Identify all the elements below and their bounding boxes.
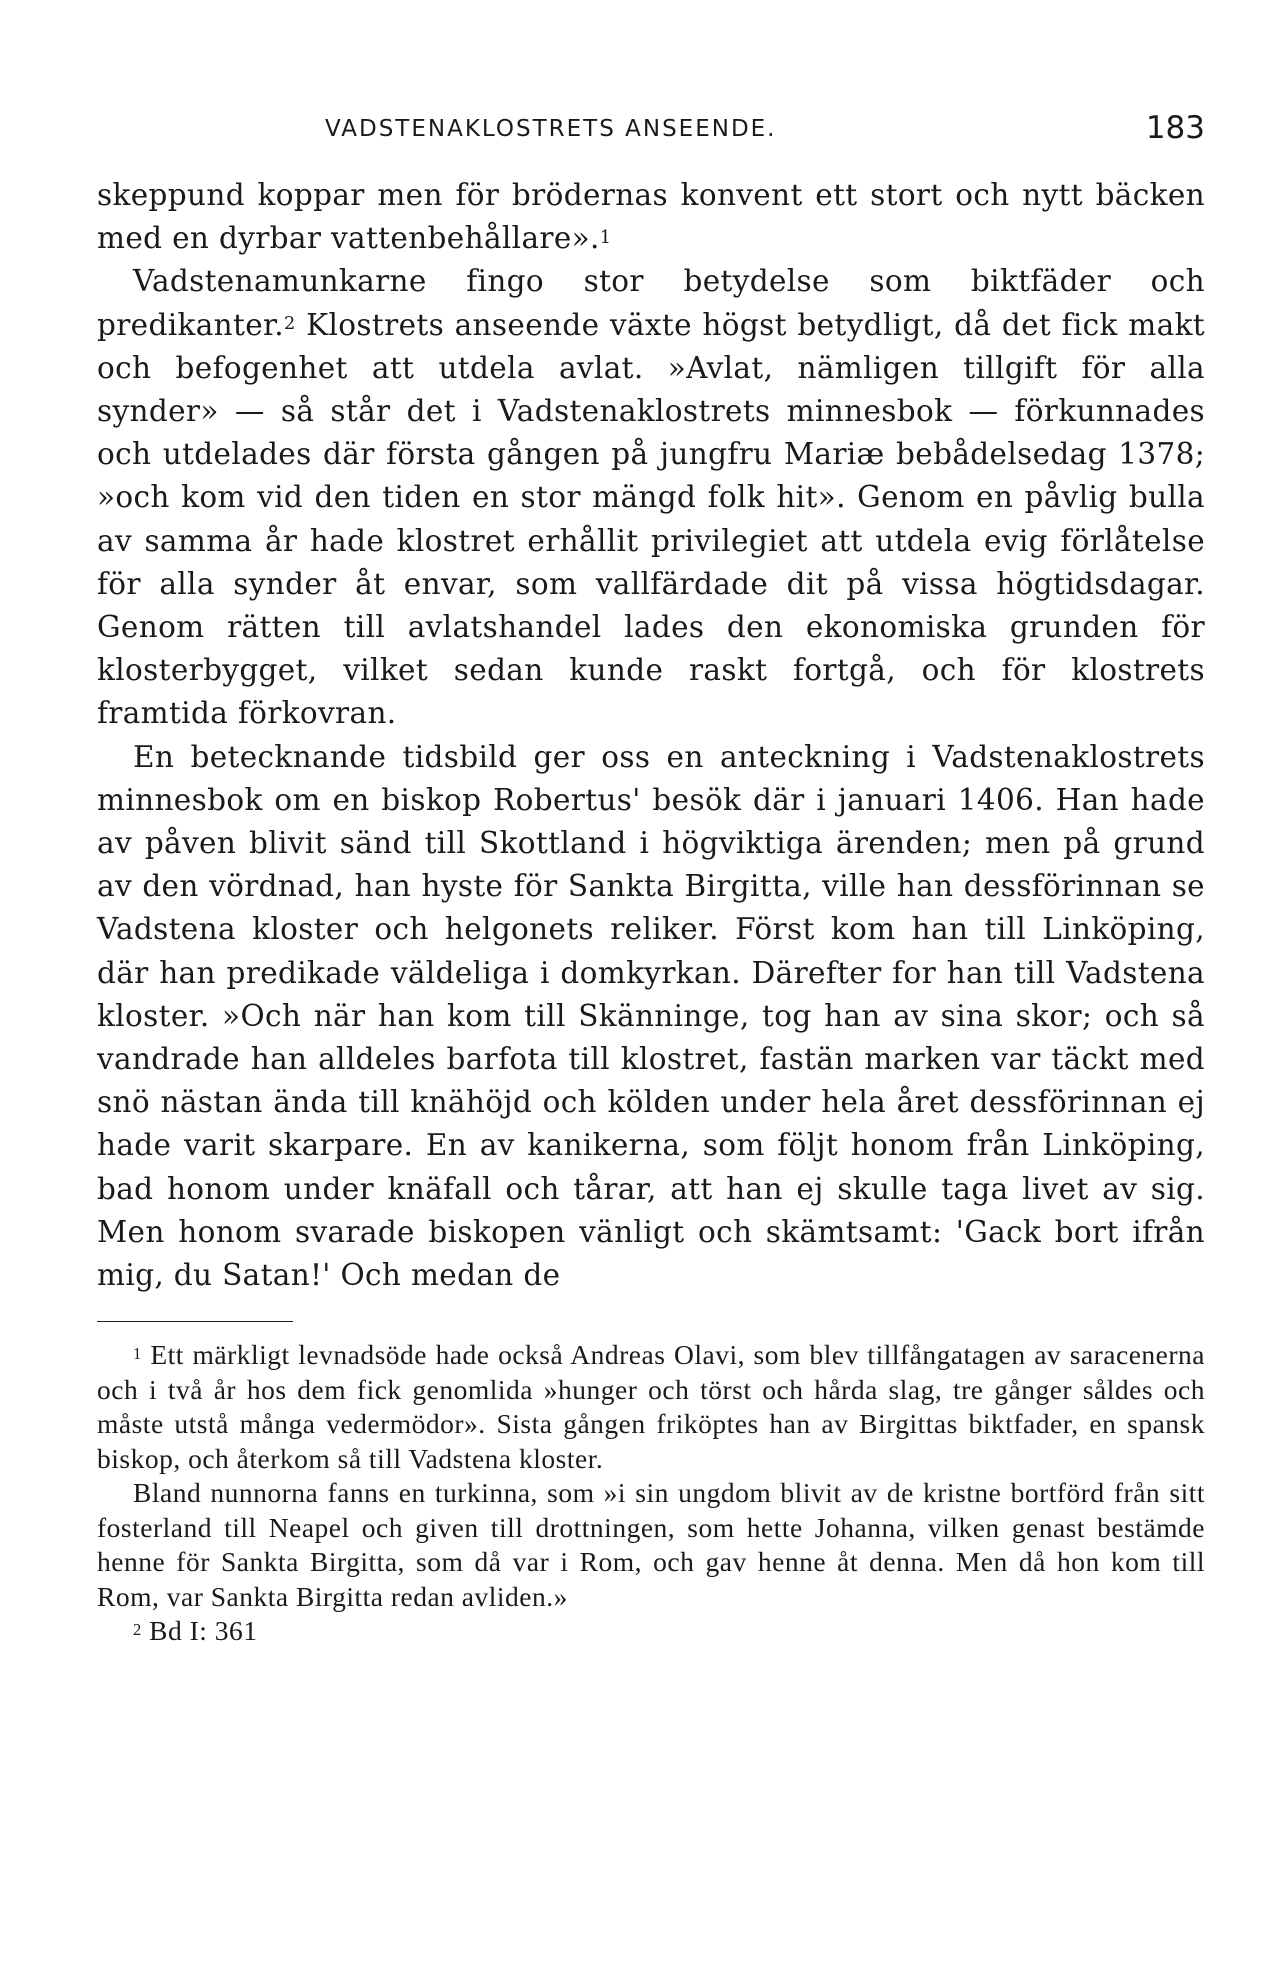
footnotes xyxy=(97,1338,1205,1649)
footnote-ref-1: 1 xyxy=(599,227,612,248)
page-header xyxy=(97,110,1205,156)
running-title: VADSTENAKLOSTRETS ANSEENDE. xyxy=(325,116,777,142)
footnote-2-text: Bd I: 361 xyxy=(141,1615,258,1647)
footnote-2 xyxy=(97,1614,1205,1649)
page-number: 183 xyxy=(1145,110,1205,146)
paragraph-1-text: skeppund koppar men för brödernas konvent ett stort och nytt bäcken med en dyrbar vattenbehållare». xyxy=(97,178,1205,256)
main-text xyxy=(97,174,1205,1297)
paragraph-2-text-b: Klostrets anseende växte högst betydligt, då det fick makt och befogenhet att utdela avlat. »Avlat, nämligen tillgift för alla synder» — så står det i Vadstenaklostrets minnesbok — förkunnades och utdelades där första gången på jungfru Mariæ bebådelsedag 1378; »och kom vid den tiden en stor mängd folk hit». Genom en påvlig bulla av samma år hade klostret erhållit privilegiet att utdela evig förlåtelse för alla synder åt envar, som vallfärdade dit på vissa högtidsdagar. Genom rätten till avlatshandel lades den ekonomiska grunden för klosterbygget, vilket sedan kunde raskt fortgå, och för klostrets framtida förkovran. xyxy=(97,307,1205,731)
paragraph-2-text-a: Vadstenamunkarne fingo stor betydelse som biktfäder och predikanter. xyxy=(97,264,1205,342)
footnote-2-mark: 2 xyxy=(133,1620,142,1640)
footnote-1 xyxy=(97,1338,1205,1476)
paragraph-2 xyxy=(97,260,1205,735)
paragraph-1 xyxy=(97,174,1205,260)
footnote-ref-2: 2 xyxy=(283,314,296,335)
paragraph-3: En betecknande tidsbild ger oss en anteckning i Vadstenaklostrets minnesbok om en biskop Robertus' besök där i januari 1406. Han hade av påven blivit sänd till Skottland i högviktiga ärenden; men på grund av den vördnad, han hyste för Sankta Birgitta, ville han dessförinnan se Vadstena kloster och helgonets reliker. Först kom han till Linköping, där han predikade väldeliga i domkyrkan. Därefter for han till Vadstena kloster. »Och när han kom till Skänninge, tog han av sina skor; och så vandrade han alldeles barfota till klostret, fastän marken var täckt med snö nästan ända till knähöjd och kölden under hela året dessförinnan ej hade varit skarpare. En av kanikerna, som följt honom från Linköping, bad honom under knäfall och tårar, att han ej skulle taga livet av sig. Men honom svarade biskopen vänligt och skämtsamt: 'Gack bort ifrån mig, du Satan!' Och medan de xyxy=(97,739,1205,1293)
footnote-1-continued: Bland nunnorna fanns en turkinna, som »i sin ungdom blivit av de kristne bortförd från sitt fosterland till Neapel och given till drottningen, som hette Johanna, vilken genast bestämde henne för Sankta Birgitta, som då var i Rom, och gav henne åt denna. Men då hon kom till Rom, var Sankta Birgitta redan avliden.» xyxy=(97,1477,1205,1612)
footnote-1-text: Ett märkligt levnadsöde hade också Andreas Olavi, som blev tillfångatagen av saracenerna och i två år hos dem fick genomlida »hunger och törst och hårda slag, tre gånger såldes och måste utstå många vedermödor». Sista gången friköptes han av Birgittas biktfader, en spansk biskop, och återkom så till Vadstena kloster. xyxy=(97,1339,1205,1474)
footnote-divider xyxy=(97,1321,293,1322)
book-page xyxy=(97,110,1205,1649)
footnote-1-mark: 1 xyxy=(133,1344,142,1364)
